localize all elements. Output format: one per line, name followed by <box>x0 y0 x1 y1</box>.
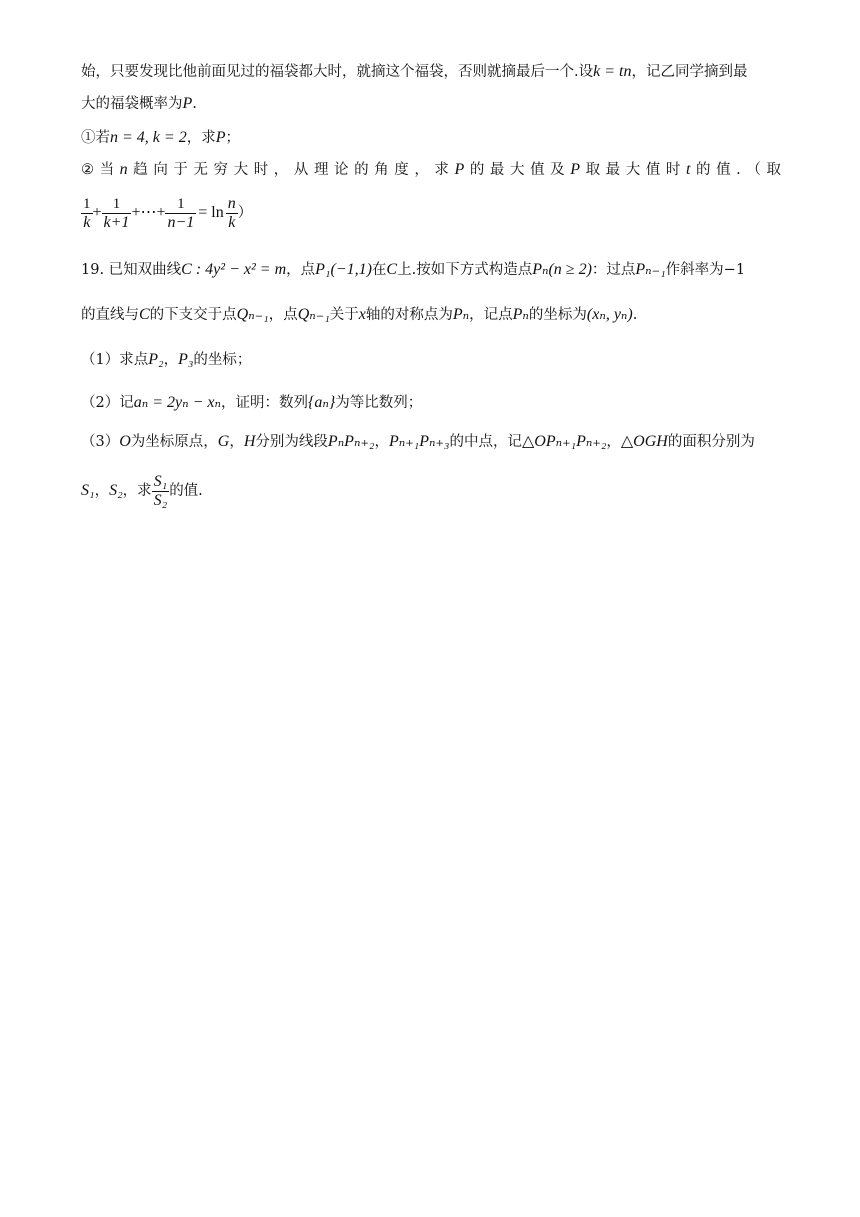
text-token: 取 <box>766 162 781 178</box>
math-Pn-1: Pₙ₋₁ <box>635 261 666 278</box>
text-token: 值 <box>530 162 545 178</box>
text: 的下支交于点 <box>149 307 237 323</box>
text: . <box>192 96 197 112</box>
text: 轴的对称点为 <box>365 307 453 323</box>
math-coordinates: (xₙ, yₙ) <box>586 306 633 323</box>
text-token: . <box>736 162 741 178</box>
math-triangle-2: △OGH <box>620 433 668 450</box>
text: 为坐标原点， <box>130 434 218 450</box>
text: ， <box>163 352 179 368</box>
math-P2: P₂ <box>148 351 164 368</box>
text-token: 于 <box>173 162 188 178</box>
text-token: 的 <box>696 162 711 178</box>
math-O: O <box>119 433 131 450</box>
text: ，点 <box>286 262 316 278</box>
text-token: 角 <box>374 162 389 178</box>
text: ，求 <box>122 483 152 499</box>
math-Qn-1: Qₙ₋₁ <box>236 306 269 323</box>
q19-part-3-line-2 <box>81 468 203 514</box>
close-paren: ） <box>237 205 253 221</box>
math-Pn: Pₙ <box>512 306 529 323</box>
text-token: 大 <box>625 162 641 178</box>
text-token: 大 <box>510 162 525 178</box>
math-H: H <box>243 433 256 450</box>
fraction-n-over-k <box>226 195 238 232</box>
text-token: 的 <box>469 162 485 178</box>
text-token: 值 <box>716 162 731 178</box>
text-token: 时 <box>253 162 269 178</box>
text-token: 无 <box>193 162 208 178</box>
text-token: 从 <box>293 162 309 178</box>
text-token: 当 <box>99 162 115 178</box>
text-token: （ <box>746 162 761 178</box>
denominator: k <box>83 213 91 231</box>
math-Pn-cond: Pₙ(n ≥ 2) <box>532 261 592 278</box>
plus: + <box>92 204 102 221</box>
text: ，求 <box>186 130 216 146</box>
math-segment-2: Pₙ₊₁Pₙ₊₃ <box>388 433 450 450</box>
text: 的坐标； <box>193 352 252 368</box>
math-P1: P₁(−1,1) <box>315 261 372 278</box>
numerator: 1 <box>165 195 196 214</box>
text: 始，只要发现比他前面见过的福袋都大时，就摘这个福袋，否则就摘最后一个.设 <box>81 64 594 80</box>
math-an-definition: aₙ = 2yₙ − xₙ <box>133 394 221 411</box>
question-number: 19. <box>81 262 105 278</box>
text-token: ， <box>273 162 289 178</box>
math-segment-1: PₙPₙ₊₂ <box>327 433 375 450</box>
text: （2）记 <box>81 395 134 411</box>
text: 上.按如下方式构造点 <box>397 262 533 278</box>
text-token: 最 <box>489 162 505 178</box>
math-hyperbola: C : 4y² − x² = m <box>181 261 287 278</box>
text: 的坐标为 <box>528 307 587 323</box>
text-token: ， <box>414 162 429 178</box>
text: ：过点 <box>591 262 636 278</box>
prev-formula <box>81 190 252 236</box>
text: ， <box>229 434 244 450</box>
q19-part-3 <box>81 432 755 452</box>
text: 已知双曲线 <box>108 262 182 278</box>
text-token: 趋 <box>133 162 148 178</box>
text: 分别为线段 <box>255 434 328 450</box>
text: . <box>632 307 638 323</box>
math-triangle-1: △OPₙ₊₁Pₙ₊₂ <box>521 433 607 450</box>
text: ①若 <box>81 130 110 146</box>
math-S2: S₂ <box>109 482 123 499</box>
text-token: 及 <box>550 162 565 178</box>
denominator: k <box>228 213 236 231</box>
equals-ln: = ln <box>198 204 224 221</box>
text: 在 <box>371 262 387 278</box>
text: （1）求点 <box>81 352 149 368</box>
math-P: P <box>182 95 193 112</box>
text-token: 穷 <box>213 162 229 178</box>
math-S1: S₁ <box>81 482 95 499</box>
numerator: n <box>227 194 236 212</box>
math-sequence-an: {aₙ} <box>307 394 336 411</box>
text-token: ② <box>81 162 94 178</box>
math-C: C <box>139 306 150 323</box>
math-P3: P₃ <box>178 351 194 368</box>
prev-item-2 <box>81 160 781 180</box>
fraction-1-over-n-minus-1 <box>165 195 196 232</box>
plus-dots-plus: +⋯+ <box>131 204 166 221</box>
text: ，记点 <box>469 307 513 323</box>
text-token: 求 <box>434 162 449 178</box>
text-token: 最 <box>605 162 621 178</box>
text: ； <box>225 130 240 146</box>
math-P: P <box>215 129 226 146</box>
text: 的中点，记 <box>449 434 522 450</box>
text: 的值. <box>169 483 203 499</box>
denominator: n−1 <box>167 213 195 231</box>
math-token: P <box>570 161 581 178</box>
text: ，证明：数列 <box>220 395 308 411</box>
text: ， <box>606 434 621 450</box>
math-token: P <box>454 161 465 178</box>
text: ， <box>94 483 110 499</box>
math-n-k: n = 4, k = 2 <box>110 129 187 146</box>
text: 关于 <box>329 307 359 323</box>
text-token: 取 <box>585 162 601 178</box>
denominator: S₂ <box>153 491 168 509</box>
q19-line-1 <box>81 260 745 280</box>
math-Pn: Pₙ <box>452 306 470 323</box>
text-token: 时 <box>665 162 681 178</box>
text: 的面积分别为 <box>667 434 755 450</box>
math-k-equals-tn: k = tn <box>593 63 632 80</box>
text: 大的福袋概率为 <box>81 96 183 112</box>
text-token: 大 <box>233 162 249 178</box>
math-Qn-1: Qₙ₋₁ <box>297 306 330 323</box>
math-G: G <box>217 433 230 450</box>
fraction-1-over-k-plus-1 <box>102 195 132 232</box>
prev-line-2 <box>81 94 197 114</box>
fraction-S1-over-S2 <box>152 473 170 510</box>
math-x: x <box>358 306 366 323</box>
text-token: 度 <box>394 162 409 178</box>
math-token: n <box>119 161 128 178</box>
text: 作斜率为−1 <box>665 262 746 278</box>
text-token: 向 <box>153 162 168 178</box>
numerator: 1 <box>102 195 132 214</box>
text: 为等比数列； <box>335 395 423 411</box>
text: ， <box>374 434 389 450</box>
text-token: 论 <box>334 162 349 178</box>
q19-part-1 <box>81 350 251 370</box>
prev-item-1 <box>81 128 240 148</box>
text: （3） <box>81 434 120 450</box>
prev-line-1 <box>81 62 747 82</box>
text-token: 的 <box>354 162 369 178</box>
text-token: 值 <box>645 162 661 178</box>
text: ，点 <box>268 307 298 323</box>
fraction-1-over-k <box>81 195 93 232</box>
denominator: k+1 <box>103 213 130 231</box>
math-token: t <box>685 161 691 178</box>
q19-part-2 <box>81 393 422 413</box>
text-token: 理 <box>313 162 329 178</box>
q19-line-2 <box>81 305 637 325</box>
text: ，记乙同学摘到最 <box>631 64 748 80</box>
numerator: 1 <box>83 195 91 212</box>
numerator: S₁ <box>153 472 168 490</box>
math-C: C <box>386 261 398 278</box>
text: 的直线与 <box>81 307 139 323</box>
